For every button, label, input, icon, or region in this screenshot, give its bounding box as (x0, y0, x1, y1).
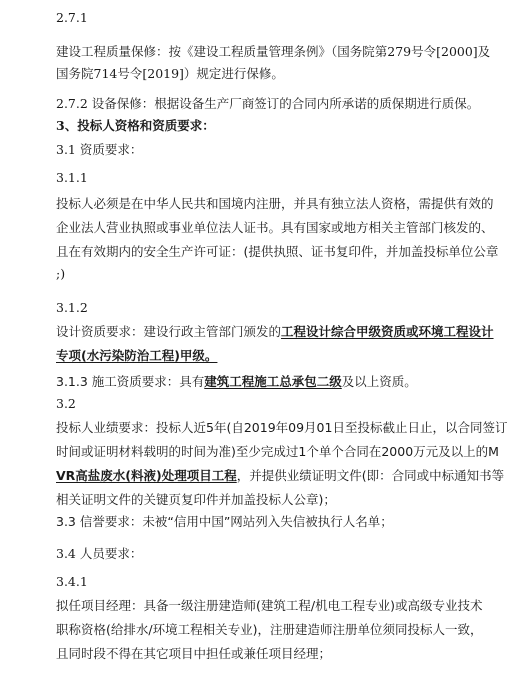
section-3-1-2-number: 3.1.2 (56, 300, 88, 315)
section-3-1-2-text-line-1 (56, 324, 494, 340)
section-3-4-1-text-line-1: 拟任项目经理：具备一级注册建造师(建筑工程/机电工程专业)或高级专业技术 (56, 598, 483, 613)
section-3-1-1-number: 3.1.1 (56, 170, 88, 185)
section-3-4-heading: 3.4 人员要求： (56, 546, 143, 561)
section-3-2-text-line-2: 时间或证明材料载明的时间为准)至少完成过1个单个合同在2000万元及以上的M (56, 444, 499, 459)
section-3-3-text: 3.3 信誉要求：未被“信用中国”网站列入失信被执行人名单； (56, 514, 393, 529)
section-3-2-number: 3.2 (56, 396, 76, 411)
section-3-4-1-text-line-2: 职称资格(给排水/环境工程相关专业)，注册建造师注册单位须同投标人一致， (56, 622, 483, 637)
section-3-1-1-text-line-4: ;) (56, 266, 66, 281)
section-3-1-1-text-line-3: 且在有效期内的安全生产许可证：(提供执照、证书复印件，并加盖投标单位公章 (56, 244, 499, 259)
performance-proof-text: ，并提供业绩证明文件(即：合同或中标通知书等 (236, 468, 505, 483)
construction-qualification-highlight: 建筑工程施工总承包二级 (204, 374, 342, 389)
section-3-1-3-text (56, 374, 417, 390)
section-2-7-1-text-line-1: 建设工程质量保修：按《建设工程质量管理条例》（国务院第279号令[2000]及 (56, 44, 491, 59)
section-3-1-1-text-line-2: 企业法人营业执照或事业单位法人证书。具有国家或地方相关主管部门核发的、 (56, 220, 494, 235)
section-3-4-1-text-line-3: 且同时段不得在其它项目中担任或兼任项目经理； (56, 646, 332, 661)
section-2-7-1-number: 2.7.1 (56, 10, 88, 25)
construction-qualification-suffix: 及以上资质。 (341, 374, 417, 389)
section-3-2-text-line-3 (56, 468, 504, 484)
section-2-7-1-text-line-2: 国务院714号令[2019]）规定进行保修。 (56, 66, 284, 81)
design-qualification-label: 设计资质要求：建设行政主管部门颁发的 (56, 324, 282, 339)
mvr-project-highlight: VR高盐废水(料液)处理项目工程 (56, 468, 237, 483)
section-3-2-text-line-1: 投标人业绩要求：投标人近5年(自2019年09月01日至投标截止日止，以合同签订 (56, 420, 508, 435)
design-qualification-highlight: 工程设计综合甲级资质或环境工程设计 (281, 324, 494, 339)
section-3-1-heading: 3.1 资质要求： (56, 142, 143, 157)
section-3-2-text-line-4: 相关证明文件的关键页复印件并加盖投标人公章)； (56, 492, 336, 507)
section-3-1-1-text-line-1: 投标人必须是在中华人民共和国境内注册，并具有独立法人资格，需提供有效的 (56, 196, 494, 211)
section-3-heading: 3、投标人资格和资质要求： (56, 118, 215, 133)
construction-qualification-label: 3.1.3 施工资质要求：具有 (56, 374, 205, 389)
section-3-1-2-text-line-2: 专项(水污染防治工程)甲级。 (56, 348, 218, 363)
section-2-7-2-text: 2.7.2 设备保修：根据设备生产厂商签订的合同内所承诺的质保期进行质保。 (56, 96, 480, 111)
section-3-4-1-number: 3.4.1 (56, 574, 88, 589)
